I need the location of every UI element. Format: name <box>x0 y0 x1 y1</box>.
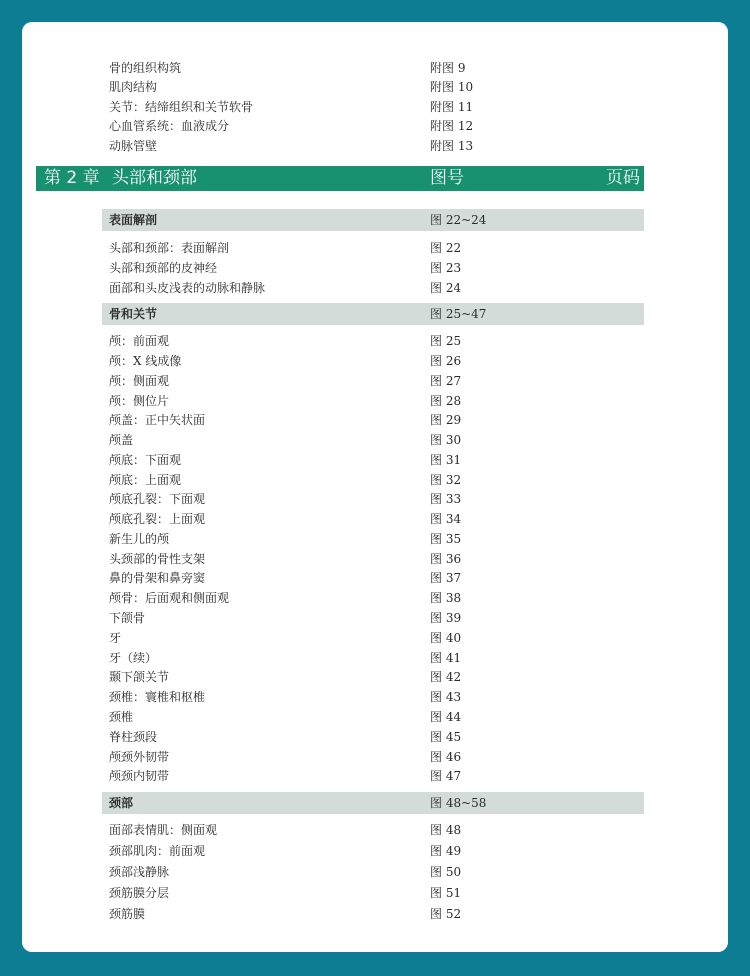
entry-figure: 图 37 <box>430 571 462 585</box>
entry-figure: 图 52 <box>430 907 462 921</box>
entry-figure: 图 32 <box>430 473 462 487</box>
entry-figure: 图 38 <box>430 591 462 605</box>
entry-title: 心血管系统：血液成分 <box>109 119 230 133</box>
entry-title: 颅盖：正中矢状面 <box>109 413 206 427</box>
chapter-title: 头部和颈部 <box>112 168 197 188</box>
entry-title: 颅盖 <box>109 433 134 447</box>
entry-title: 头部和颈部的皮神经 <box>109 261 218 275</box>
entry-figure: 图 30 <box>430 433 462 447</box>
entry-title: 面部和头皮浅表的动脉和静脉 <box>109 281 266 295</box>
entry-title: 颅底：下面观 <box>109 453 182 467</box>
entry-figure: 附图 12 <box>430 119 474 133</box>
entry-figure: 图 24 <box>430 281 462 295</box>
entry-title: 颈椎：寰椎和枢椎 <box>109 690 206 704</box>
entry-figure: 图 50 <box>430 865 462 879</box>
entry-title: 牙（续） <box>109 651 158 665</box>
entry-figure: 图 34 <box>430 512 462 526</box>
entry-figure: 图 23 <box>430 261 462 275</box>
section-header <box>102 792 644 814</box>
entry-title: 下颌骨 <box>109 611 146 625</box>
section-name: 骨和关节 <box>109 307 158 321</box>
entry-title: 颅：侧位片 <box>109 394 170 408</box>
entry-figure: 图 42 <box>430 670 462 684</box>
section-figure-range: 图 25~47 <box>430 307 487 321</box>
entry-figure: 图 41 <box>430 651 462 665</box>
section-header <box>102 303 644 325</box>
entry-figure: 图 22 <box>430 241 462 255</box>
entry-title: 颅底：上面观 <box>109 473 182 487</box>
entry-title: 脊柱颈段 <box>109 730 158 744</box>
entry-title: 动脉管壁 <box>109 139 158 153</box>
page-column-header: 页码 <box>606 168 640 188</box>
figure-column-header: 图号 <box>430 168 464 188</box>
section-figure-range: 图 48~58 <box>430 796 487 810</box>
entry-title: 颅底孔裂：上面观 <box>109 512 206 526</box>
entry-title: 骨的组织构筑 <box>109 61 182 75</box>
entry-title: 颈椎 <box>109 710 134 724</box>
entry-figure: 图 33 <box>430 492 462 506</box>
entry-figure: 图 27 <box>430 374 462 388</box>
entry-title: 颈部肌肉：前面观 <box>109 844 206 858</box>
entry-title: 关节：结缔组织和关节软骨 <box>109 100 254 114</box>
entry-figure: 图 47 <box>430 769 462 783</box>
entry-figure: 图 29 <box>430 413 462 427</box>
entry-title: 颈筋膜分层 <box>109 886 170 900</box>
section-name: 颈部 <box>109 796 134 810</box>
entry-title: 颅：X 线成像 <box>109 354 182 368</box>
entry-figure: 图 36 <box>430 552 462 566</box>
entry-figure: 图 39 <box>430 611 462 625</box>
entry-figure: 图 48 <box>430 823 462 837</box>
entry-title: 颅骨：后面观和侧面观 <box>109 591 230 605</box>
entry-figure: 图 44 <box>430 710 462 724</box>
entry-figure: 图 46 <box>430 750 462 764</box>
entry-title: 颅颈外韧带 <box>109 750 170 764</box>
entry-figure: 附图 10 <box>430 80 474 94</box>
entry-title: 鼻的骨架和鼻旁窦 <box>109 571 206 585</box>
entry-figure: 图 40 <box>430 631 462 645</box>
entry-figure: 图 25 <box>430 334 462 348</box>
entry-figure: 附图 9 <box>430 61 466 75</box>
entry-figure: 图 26 <box>430 354 462 368</box>
entry-figure: 图 28 <box>430 394 462 408</box>
entry-figure: 图 35 <box>430 532 462 546</box>
entry-figure: 图 49 <box>430 844 462 858</box>
chapter-header <box>36 166 644 191</box>
chapter-number: 第 2 章 <box>44 168 100 188</box>
section-name: 表面解剖 <box>109 213 158 227</box>
entry-title: 颅底孔裂：下面观 <box>109 492 206 506</box>
entry-title: 新生儿的颅 <box>109 532 170 546</box>
entry-title: 颅：侧面观 <box>109 374 170 388</box>
entry-title: 头颈部的骨性支架 <box>109 552 206 566</box>
section-figure-range: 图 22~24 <box>430 213 487 227</box>
entry-figure: 图 31 <box>430 453 462 467</box>
entry-title: 颈筋膜 <box>109 907 146 921</box>
entry-title: 颈部浅静脉 <box>109 865 170 879</box>
entry-title: 颞下颌关节 <box>109 670 170 684</box>
entry-title: 颅颈内韧带 <box>109 769 170 783</box>
section-header <box>102 209 644 231</box>
entry-figure: 图 45 <box>430 730 462 744</box>
entry-figure: 附图 11 <box>430 100 474 114</box>
entry-title: 肌肉结构 <box>109 80 158 94</box>
entry-figure: 附图 13 <box>430 139 474 153</box>
entry-title: 牙 <box>109 631 122 645</box>
toc-page <box>22 22 728 952</box>
entry-title: 头部和颈部：表面解剖 <box>109 241 230 255</box>
entry-figure: 图 43 <box>430 690 462 704</box>
entry-figure: 图 51 <box>430 886 462 900</box>
entry-title: 面部表情肌：侧面观 <box>109 823 218 837</box>
entry-title: 颅：前面观 <box>109 334 170 348</box>
